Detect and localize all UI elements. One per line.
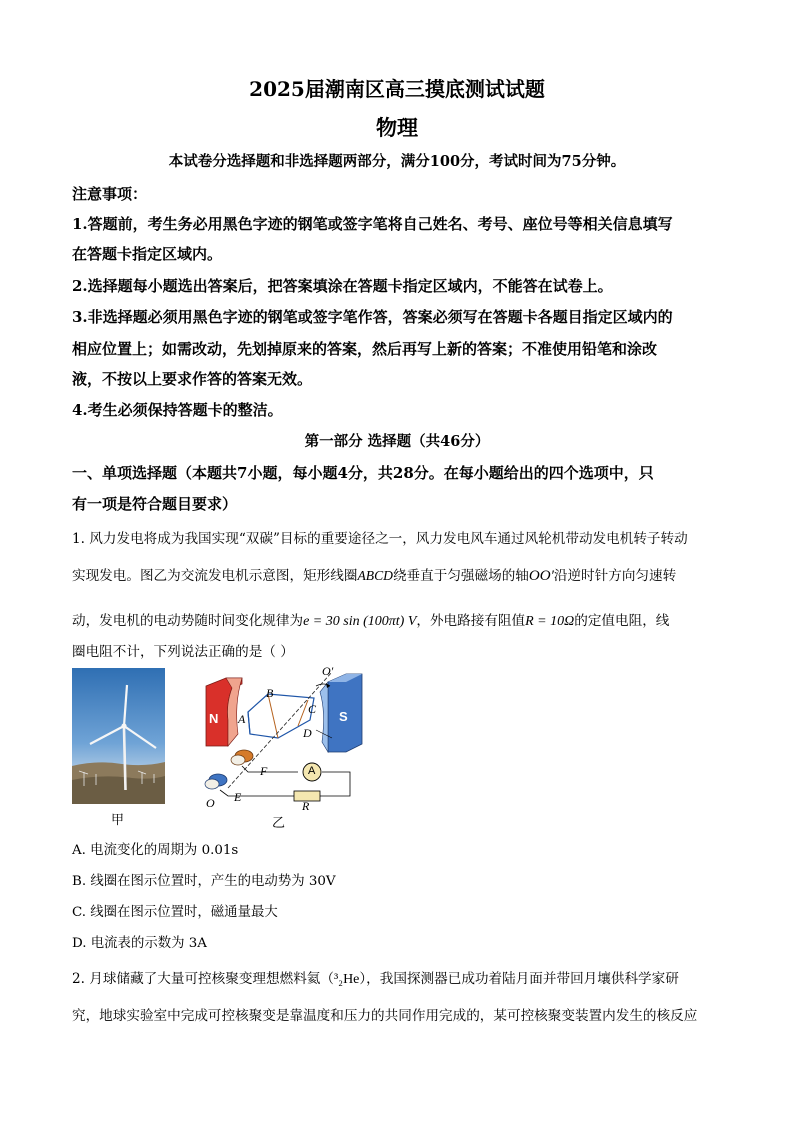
south-pole-label: S — [339, 709, 348, 724]
q1-option-b: B. 线圈在图示位置时，产生的电动势为 30V — [72, 874, 336, 889]
q1-text: 实现发电。图乙为交流发电机示意图，矩形线圈 — [72, 568, 358, 584]
q1-option-a: A. 电流变化的周期为 0.01s — [72, 843, 239, 858]
brush-e-label: E — [234, 790, 242, 804]
brush-f-label: F — [260, 764, 268, 778]
notice-item-4: 4.考生必须保持答题卡的整洁。 — [72, 401, 283, 419]
axis-end-o-prime: O′ — [322, 664, 334, 678]
q1-option-d: D. 电流表的示数为 3A — [72, 936, 207, 951]
notice-item-2: 2.选择题每小题选出答案后，把答案填涂在答题卡指定区域内，不能答在试卷上。 — [72, 277, 613, 295]
q2-line-1 — [72, 967, 679, 988]
q1-text: 的定值电阻，线 — [574, 613, 670, 629]
q1-text: 动，发电机的电动势随时间变化规律为 — [72, 613, 304, 629]
subject-title: 物理 — [376, 115, 418, 140]
coil-vertex-d: D — [303, 726, 312, 740]
notice-item-3a: 3.非选择题必须用黑色字迹的钢笔或签字笔作答，答案必须写在答题卡各题目指定区域内的 — [72, 308, 673, 326]
q1-text: ，外电路接有阻值 — [416, 613, 526, 629]
q1-option-c: C. 线圈在图示位置时，磁通量最大 — [72, 905, 278, 920]
notice-item-3b: 相应位置上；如需改动，先划掉原来的答案，然后再写上新的答案；不准使用铅笔和涂改 — [72, 340, 658, 358]
figure-yi-caption: 乙 — [272, 816, 286, 831]
axis-label: OO′ — [528, 568, 554, 584]
q1-line-3 — [72, 609, 669, 630]
q2-text: ），我国探测器已成功着陆月面并带回月壤供科学家研 — [359, 971, 679, 987]
coil-label: ABCD — [357, 568, 393, 583]
coil-vertex-a: A — [238, 712, 246, 726]
resistance-equation: R = 10Ω — [525, 614, 575, 629]
coil-vertex-b: B — [266, 686, 274, 700]
q2-line-2: 究，地球实验室中完成可控核聚变是靠温度和压力的共同作用完成的，某可控核聚变装置内发生的核反应 — [72, 1008, 698, 1024]
q1-line-2 — [72, 564, 676, 585]
resistor-label: R — [302, 799, 310, 813]
emf-equation: e = 30 sin (100πt) V — [303, 614, 417, 629]
exam-title: 2025届潮南区高三摸底测试试题 — [249, 77, 545, 101]
section-heading-1: 一、单项选择题（本题共7小题，每小题4分，共28分。在每小题给出的四个选项中，只 — [72, 464, 654, 482]
q1-text: 绕垂直于匀强磁场的轴 — [392, 568, 529, 584]
helium-isotope: ³₂He — [333, 972, 360, 987]
north-pole-label: N — [209, 711, 219, 726]
ammeter-icon: A — [308, 765, 316, 777]
notice-heading: 注意事项： — [72, 185, 148, 203]
section-heading-2: 有一项是符合题目要求） — [72, 495, 238, 513]
notice-item-1b: 在答题卡指定区域内。 — [72, 245, 223, 263]
exam-intro: 本试卷分选择题和非选择题两部分，满分100分，考试时间为75分钟。 — [168, 153, 626, 170]
q1-line-1: 1. 风力发电将成为我国实现“双碳”目标的重要途径之一，风力发电风车通过风轮机带动发电机转子转动 — [72, 531, 688, 547]
notice-item-1a: 1.答题前，考生务必用黑色字迹的钢笔或签字笔将自己姓名、考号、座位号等相关信息填写 — [72, 215, 673, 233]
notice-item-3c: 液，不按以上要求作答的答案无效。 — [72, 370, 313, 388]
wind-turbine-photo — [72, 668, 165, 804]
part1-heading: 第一部分 选择题（共46分） — [304, 433, 490, 450]
axis-end-o: O — [206, 796, 215, 810]
q2-text: 2. 月球储藏了大量可控核聚变理想燃料氦（ — [72, 971, 334, 987]
q1-text: 沿逆时针方向匀速转 — [553, 568, 677, 584]
coil-vertex-c: C — [308, 702, 317, 716]
generator-diagram — [198, 664, 363, 811]
q1-line-4: 圈电阻不计，下列说法正确的是（ ） — [72, 644, 294, 660]
figure-jia-caption: 甲 — [111, 813, 125, 828]
